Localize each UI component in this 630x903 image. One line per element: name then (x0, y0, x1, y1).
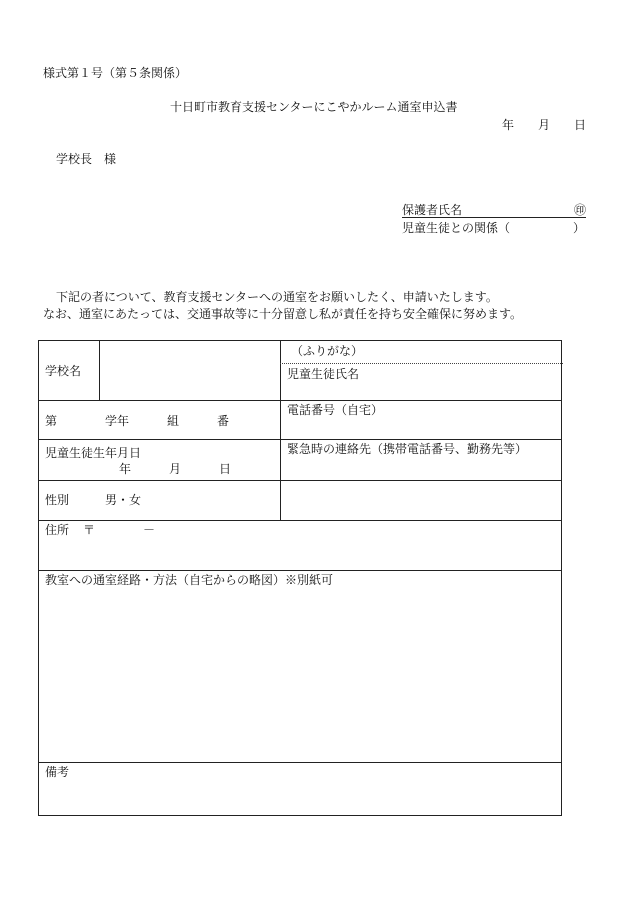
guardian-name-label: 保護者氏名 (402, 203, 463, 217)
school-name-label: 学校名 (45, 364, 82, 378)
seal-icon: ㊞ (574, 203, 587, 217)
divider-row1 (39, 400, 561, 401)
remarks-label: 備考 (45, 765, 70, 779)
address-label: 住所 (45, 523, 70, 537)
student-name-label: 児童生徒氏名 (287, 367, 360, 381)
gender-label: 性別 (45, 493, 70, 507)
date-month: 月 (538, 118, 551, 132)
divider-center (280, 341, 281, 520)
birthdate-year: 年 (119, 462, 132, 476)
route-drawing-area[interactable] (39, 587, 561, 761)
date-year: 年 (502, 118, 515, 132)
divider-row5 (39, 570, 561, 571)
form-number: 様式第１号（第５条関係） (43, 66, 188, 80)
postal-dash: － (143, 523, 156, 537)
emergency-contact-label: 緊急時の連絡先（携帯電話番号、勤務先等） (287, 442, 528, 456)
request-text-line1: 下記の者について、教育支援センターへの通室をお願いしたく、申請いたします。 (56, 290, 498, 304)
grade-number: 番 (217, 414, 230, 428)
postal-mark: 〒 (83, 523, 96, 537)
birthdate-label: 児童生徒生年月日 (45, 446, 142, 460)
birthdate-month: 月 (169, 462, 182, 476)
furigana-label: （ふりがな） (291, 344, 364, 358)
relationship-close: ） (573, 221, 586, 235)
remarks-field[interactable] (39, 779, 561, 815)
phone-home-label: 電話番号（自宅） (287, 403, 384, 417)
document-title: 十日町市教育支援センターにこやかルーム通室申込書 (170, 100, 458, 114)
route-label: 教室への通室経路・方法（自宅からの略図）※別紙可 (45, 573, 334, 587)
application-form-table (38, 340, 562, 816)
grade-year: 学年 (105, 414, 130, 428)
divider-furigana (280, 363, 563, 364)
divider-row2 (39, 439, 561, 440)
gender-options[interactable]: 男・女 (105, 493, 142, 507)
addressee: 学校長 様 (56, 152, 117, 166)
school-name-field[interactable] (100, 341, 280, 400)
request-text-line2: なお、通室にあたっては、交通事故等に十分留意し私が責任を持ち安全確保に努めます。 (43, 307, 523, 321)
grade-prefix: 第 (45, 414, 58, 428)
grade-class: 組 (167, 414, 180, 428)
birthdate-day: 日 (219, 462, 232, 476)
divider-row6 (39, 762, 561, 763)
divider-row3 (39, 480, 561, 481)
date-day: 日 (574, 118, 587, 132)
divider-row4 (39, 520, 561, 521)
relationship-label: 児童生徒との関係（ (402, 221, 511, 235)
